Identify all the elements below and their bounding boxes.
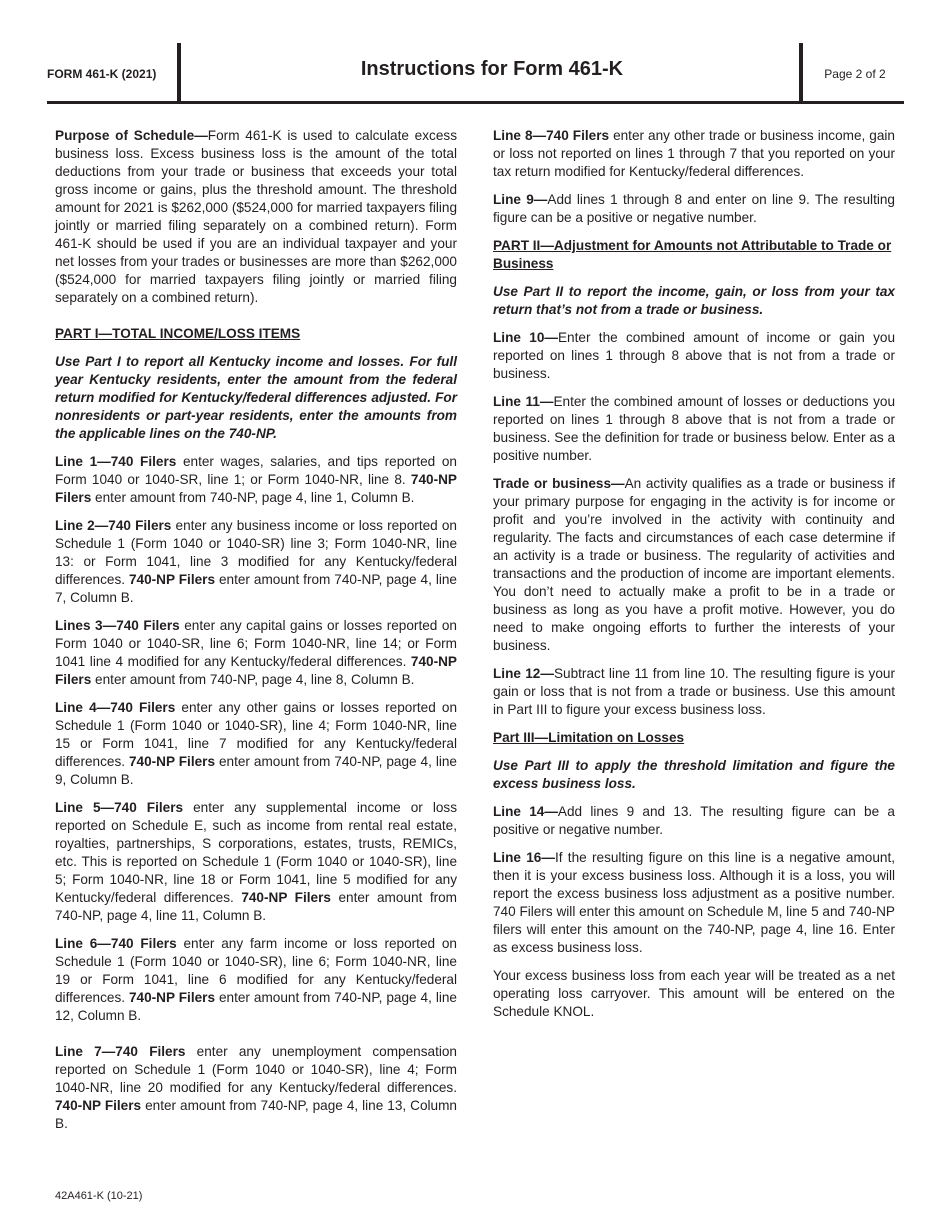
line8-paragraph: Line 8—740 Filers enter any other trade or business income, gain or loss not reported on lines 1 through 7 that you reported on your tax return modified for Kentucky/federal differences. xyxy=(493,128,895,179)
line11-paragraph: Line 11—Enter the combined amount of losses or deductions you reported on lines 1 through 8 above that is not from a trade or business. See the definition for trade or business below. Enter as a positive number. xyxy=(493,394,896,463)
line14-paragraph: Line 14—Add lines 9 and 13. The resulting figure can be a positive or negative number. xyxy=(493,804,895,837)
part1-intro: Use Part I to report all Kentucky income and losses. For full year Kentucky residents, enter the amount from the federal return modified for Kentucky/federal differences adjusted. For nonresidents or part-year residents, enter the amounts from the applicable lines on the 740-NP. xyxy=(55,354,457,441)
line6-paragraph: Line 6—740 Filers enter any farm income or loss reported on Schedule 1 (Form 1040 or 1040-SR), line 6; Form 1040-NR, line 19 or Form 1041, line 6 modified for any Kentucky/federal differences. 740-NP Filers enter amount from 740-NP, page 4, line 12, Column B. xyxy=(55,936,457,1023)
line1-paragraph: Line 1—740 Filers enter wages, salaries, and tips reported on Form 1040 or 1040-SR, line 1; or Form 1040-NR, line 8. 740-NP Filers enter amount from 740-NP, page 4, line 1, Column B. xyxy=(55,454,457,505)
line3-paragraph: Lines 3—740 Filers enter any capital gains or losses reported on Form 1040 or 1040-SR, line 6; Form 1040-NR, line 14; or Form 1041 line 4 modified for any Kentucky/federal differences. 740-NP Filers enter amount from 740-NP, page 4, line 8, Column B. xyxy=(55,618,457,687)
line16-paragraph: Line 16—If the resulting figure on this line is a negative amount, then it is your excess business loss. Although it is a loss, you will report the excess business loss adjustment as a positive number. 740 Filers will enter this amount on Schedule M, line 5 and 740-NP filers will enter this amount on the 740-NP, page 4, line 16. Enter as excess business loss. xyxy=(493,850,895,955)
part1-heading: PART I—TOTAL INCOME/LOSS ITEMS xyxy=(55,326,301,341)
part2-heading: PART II—Adjustment for Amounts not Attributable to Trade or Business xyxy=(493,238,892,271)
form-code-footer: 42A461-K (10-21) xyxy=(55,1190,143,1202)
part3-intro: Use Part III to apply the threshold limitation and figure the excess business loss. xyxy=(493,758,895,791)
part2-intro: Use Part II to report the income, gain, or loss from your tax return that’s not from a trade or business. xyxy=(493,284,895,317)
closing-paragraph: Your excess business loss from each year will be treated as a net operating loss carryover. This amount will be entered on the Schedule KNOL. xyxy=(493,968,895,1019)
trade-or-business-paragraph: Trade or business—An activity qualifies as a trade or business if your primary purpose for engaging in the activity is for income or profit and you’re involved in the activity with continuity and regularity. The facts and circumstances of each case determine if an activity is a trade or business. The regularity of activities and transactions and the production of income are important elements. You don’t need to actually make a profit to be in a trade or business as long as you have a profit motive. However, you do need to make ongoing efforts to further the interests of your business. xyxy=(493,476,895,653)
line7-paragraph: Line 7—740 Filers enter any unemployment compensation reported on Schedule 1 (Form 1040 or 1040-SR), line 4; Form 1040-NR, line 20 modified for any Kentucky/federal differences. 740-NP Filers enter amount from 740-NP, page 4, line 13, Column B. xyxy=(55,1044,457,1131)
right-column xyxy=(493,127,895,1031)
line4-paragraph: Line 4—740 Filers enter any other gains or losses reported on Schedule 1 (Form 1040 or 1040-SR), line 4; Form 1040-NR, line 15 or Form 1041, line 7 modified for any Kentucky/federal differences. 740-NP Filers enter amount from 740-NP, page 4, line 9, Column B. xyxy=(55,700,458,787)
page-number: Page 2 of 2 xyxy=(824,67,886,81)
line9-paragraph: Line 9—Add lines 1 through 8 and enter on line 9. The resulting figure can be a positive or negative number. xyxy=(493,192,895,225)
line2-paragraph: Line 2—740 Filers enter any business income or loss reported on Schedule 1 (Form 1040 or 1040-SR) line 3; Form 1040-NR, line 13: or Form 1041, line 3 modified for any Kentucky/federal differences. 740-NP Filers enter amount from 740-NP, page 4, line 7, Column B. xyxy=(55,518,457,605)
part3-heading: Part III—Limitation on Losses xyxy=(493,730,685,745)
left-column xyxy=(55,127,457,1143)
page-title: Instructions for Form 461-K xyxy=(360,58,624,80)
header-divider-left xyxy=(177,43,181,103)
header-rule xyxy=(47,101,904,104)
line12-paragraph: Line 12—Subtract line 11 from line 10. The resulting figure is your gain or loss that is not from a trade or business. Use this amount in Part III to figure your excess business loss. xyxy=(493,666,895,717)
purpose-paragraph: Purpose of Schedule—Form 461-K is used to calculate excess business loss. Excess business loss is the amount of the total deductions from your trade or business that exceeds your total gross income or gains, plus the threshold amount. The threshold amount for 2021 is $262,000 ($524,000 for married taxpayers filing jointly or married filing separately on a combined return). Form 461-K should be used if you are an individual taxpayer and your net losses from your trades or businesses are more than $262,000 ($524,000 for married taxpayers filing jointly or married filing separately on a combined return). xyxy=(55,128,458,305)
line5-paragraph: Line 5—740 Filers enter any supplemental income or loss reported on Schedule E, such as income from rental real estate, royalties, partnerships, S corporations, estates, trusts, REMICs, etc. This is reported on Schedule 1 (Form 1040 or 1040-SR), line 5; Form 1040-NR, line 18 or Form 1041, line 5 modified for any Kentucky/federal differences. 740-NP Filers enter amount from 740-NP, page 4, line 11, Column B. xyxy=(55,800,458,923)
line10-paragraph: Line 10—Enter the combined amount of income or gain you reported on lines 1 through 8 above that is not from a trade or business. xyxy=(493,330,896,381)
form-id: FORM 461-K (2021) xyxy=(47,67,157,81)
